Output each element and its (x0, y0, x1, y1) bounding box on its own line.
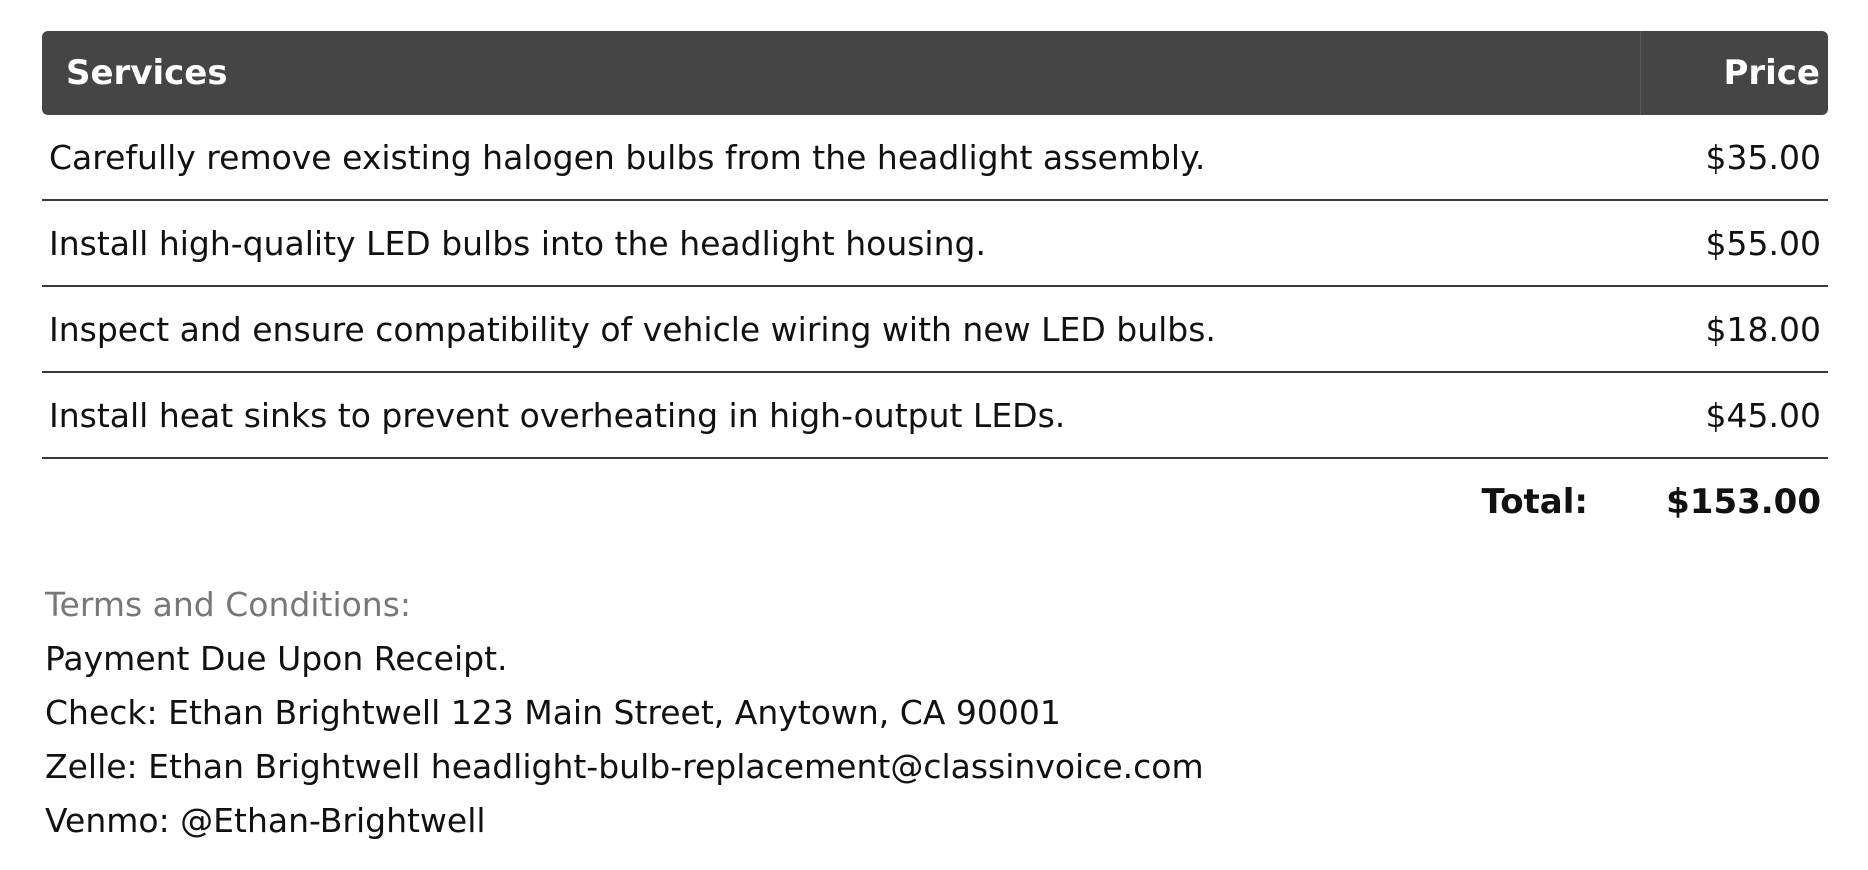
header-divider (1640, 31, 1641, 115)
payment-due-line: Payment Due Upon Receipt. (45, 639, 508, 678)
venmo-payment-line: Venmo: @Ethan-Brightwell (45, 801, 486, 840)
total-label: Total: (1481, 482, 1588, 522)
service-description: Inspect and ensure compatibility of vehicle wiring with new LED bulbs. (49, 309, 1216, 349)
service-description: Install high-quality LED bulbs into the headlight housing. (49, 223, 986, 263)
service-description: Install heat sinks to prevent overheating in high-output LEDs. (49, 395, 1066, 435)
table-row (42, 201, 1828, 287)
service-price: $55.00 (1705, 223, 1821, 263)
service-description: Carefully remove existing halogen bulbs from the headlight assembly. (49, 137, 1206, 177)
table-row (42, 287, 1828, 373)
total-value: $153.00 (1666, 482, 1821, 522)
service-price: $35.00 (1705, 137, 1821, 177)
service-price: $18.00 (1705, 309, 1821, 349)
terms-section (45, 578, 1204, 848)
services-table (42, 31, 1828, 545)
total-row (42, 459, 1828, 545)
zelle-payment-line: Zelle: Ethan Brightwell headlight-bulb-replacement@classinvoice.com (45, 747, 1204, 786)
terms-heading: Terms and Conditions: (45, 585, 412, 624)
service-price: $45.00 (1705, 395, 1821, 435)
table-row (42, 115, 1828, 201)
table-header (42, 31, 1828, 115)
price-column-header: Price (1723, 53, 1820, 93)
services-column-header: Services (66, 53, 228, 93)
table-row (42, 373, 1828, 459)
check-payment-line: Check: Ethan Brightwell 123 Main Street, Anytown, CA 90001 (45, 693, 1061, 732)
